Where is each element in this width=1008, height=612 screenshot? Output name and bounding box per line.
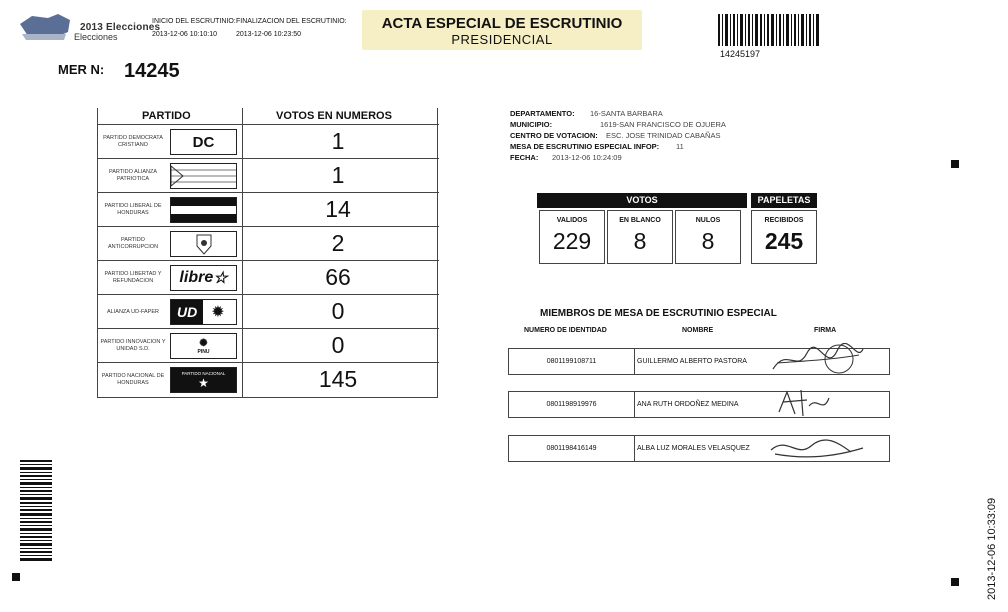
fecha-label: FECHA: (510, 153, 539, 162)
party-votes: 1 (331, 162, 345, 188)
blanco-value: 8 (633, 228, 647, 254)
centro-label: CENTRO DE VOTACION: (510, 131, 598, 140)
party-name: PARTIDO DEMOCRATA CRISTIANO (103, 135, 163, 148)
col-sign: FIRMA (814, 327, 837, 334)
party-flag-dc: DC (170, 129, 237, 155)
party-flag-ud (170, 299, 237, 325)
party-row (98, 226, 439, 260)
member-row (508, 348, 890, 375)
recibidos-cell (751, 210, 817, 264)
document-title: ACTA ESPECIAL DE ESCRUTINIO (381, 15, 623, 32)
nulos-value: 8 (701, 228, 715, 254)
party-row (98, 192, 439, 226)
col-party: PARTIDO (142, 110, 191, 122)
mesa-value: 11 (676, 142, 684, 151)
signature-icon (767, 386, 867, 420)
party-row (98, 260, 439, 294)
party-flag-nacional (170, 367, 237, 393)
party-row (98, 294, 439, 328)
fecha-value: 2013-12-06 10:24:09 (552, 153, 622, 162)
party-name: PARTIDO ANTICORRUPCION (107, 237, 159, 250)
party-votes: 145 (318, 366, 358, 392)
party-votes: 0 (331, 298, 345, 324)
document-title-box (362, 10, 642, 50)
star-icon: ☆ (213, 270, 228, 287)
sun-icon: ✹ (211, 304, 225, 321)
party-name: ALIANZA UD-FAPER (107, 308, 159, 315)
party-votes: 2 (331, 230, 345, 256)
blanco-label: EN BLANCO (619, 217, 661, 224)
validos-value: 229 (552, 228, 592, 254)
nulos-cell (675, 210, 741, 264)
departamento-label: DEPARTAMENTO: (510, 109, 575, 118)
party-row (98, 158, 439, 192)
document-subtitle: PRESIDENCIAL (451, 32, 553, 47)
party-row (98, 124, 439, 158)
member-id: 0801199108711 (509, 349, 635, 374)
inicio-label: INICIO DEL ESCRUTINIO: (152, 18, 236, 25)
location-info (510, 108, 726, 163)
side-barcode-icon (20, 460, 52, 562)
party-name: PARTIDO ALIANZA PATRIOTICA (108, 169, 158, 182)
parties-table-header (98, 108, 439, 124)
recibidos-label: RECIBIDOS (764, 217, 804, 224)
party-flag-libre-text: libre (179, 269, 214, 286)
votos-header: VOTOS (537, 193, 747, 208)
registration-mark (951, 160, 959, 168)
party-name: PARTIDO INNOVACION Y UNIDAD S.D. (100, 339, 166, 352)
validos-label: VALIDOS (556, 217, 588, 224)
col-id: NUMERO DE IDENTIDAD (524, 327, 607, 334)
pinu-emblem-icon: ✺ (199, 337, 208, 349)
party-flag-pinu (170, 333, 237, 359)
logo-text: 2013 Elecciones (80, 22, 161, 33)
party-flag-nacional-text: PARTIDO NACIONAL (181, 370, 226, 376)
recibidos-value: 245 (764, 228, 804, 254)
signature-icon (767, 430, 867, 464)
member-id: 0801198919976 (509, 392, 635, 417)
party-name: PARTIDO LIBERAL DE HONDURAS (104, 203, 162, 216)
member-row (508, 391, 890, 418)
mer-number: 14245 (124, 60, 180, 82)
barcode-icon (718, 14, 820, 46)
party-flag-anticorrupcion-icon (170, 231, 237, 257)
barcode-number: 14245197 (720, 49, 761, 59)
blanco-cell (607, 210, 673, 264)
validos-cell (539, 210, 605, 264)
member-name: ANA RUTH ORDOÑEZ MEDINA (637, 401, 739, 408)
svg-text:Elecciones: Elecciones (74, 32, 118, 42)
fin-value: 2013-12-06 10:23:50 (236, 31, 301, 38)
party-votes: 1 (331, 128, 345, 154)
member-name: ALBA LUZ MORALES VELASQUEZ (637, 445, 750, 452)
municipio-label: MUNICIPIO: (510, 120, 553, 129)
papeletas-header: PAPELETAS (751, 193, 817, 208)
party-votes: 66 (325, 264, 351, 290)
party-flag-pinu-text: PINU (197, 348, 210, 355)
nulos-label: NULOS (695, 217, 721, 224)
registration-mark (951, 578, 959, 586)
star-icon: ★ (198, 375, 209, 390)
member-id: 0801198416149 (509, 436, 635, 461)
members-title: MIEMBROS DE MESA DE ESCRUTINIO ESPECIAL (540, 308, 777, 319)
scan-timestamp: 2013-12-06 10:33:09 (986, 497, 998, 600)
col-votes: VOTOS EN NUMEROS (276, 110, 392, 122)
col-name: NOMBRE (682, 327, 714, 334)
party-row (98, 362, 439, 396)
party-flag-alianza-icon (170, 163, 237, 189)
party-flag-ud-text: UD (171, 300, 203, 324)
party-name: PARTIDO LIBERTAD Y REFUNDACION (104, 271, 162, 284)
party-row (98, 328, 439, 362)
registration-mark (12, 573, 20, 581)
parties-table (97, 108, 438, 398)
departamento-value: 16-SANTA BARBARA (590, 109, 663, 118)
member-name: GUILLERMO ALBERTO PASTORA (637, 358, 747, 365)
party-flag-liberal-icon (170, 197, 237, 223)
municipio-value: 1619-SAN FRANCISCO DE OJUERA (600, 120, 726, 129)
party-votes: 0 (331, 332, 345, 358)
party-flag-libre (170, 265, 237, 291)
mer-label: MER N: (58, 62, 105, 77)
mesa-label: MESA DE ESCRUTINIO ESPECIAL INFOP: (510, 142, 660, 151)
party-name: PARTIDO NACIONAL DE HONDURAS (101, 373, 165, 386)
party-votes: 14 (325, 196, 351, 222)
fin-label: FINALIZACION DEL ESCRUTINIO: (236, 18, 347, 25)
centro-value: ESC. JOSE TRINIDAD CABAÑAS (606, 131, 721, 140)
signature-icon (767, 343, 867, 377)
member-row (508, 435, 890, 462)
inicio-value: 2013-12-06 10:10:10 (152, 31, 217, 38)
